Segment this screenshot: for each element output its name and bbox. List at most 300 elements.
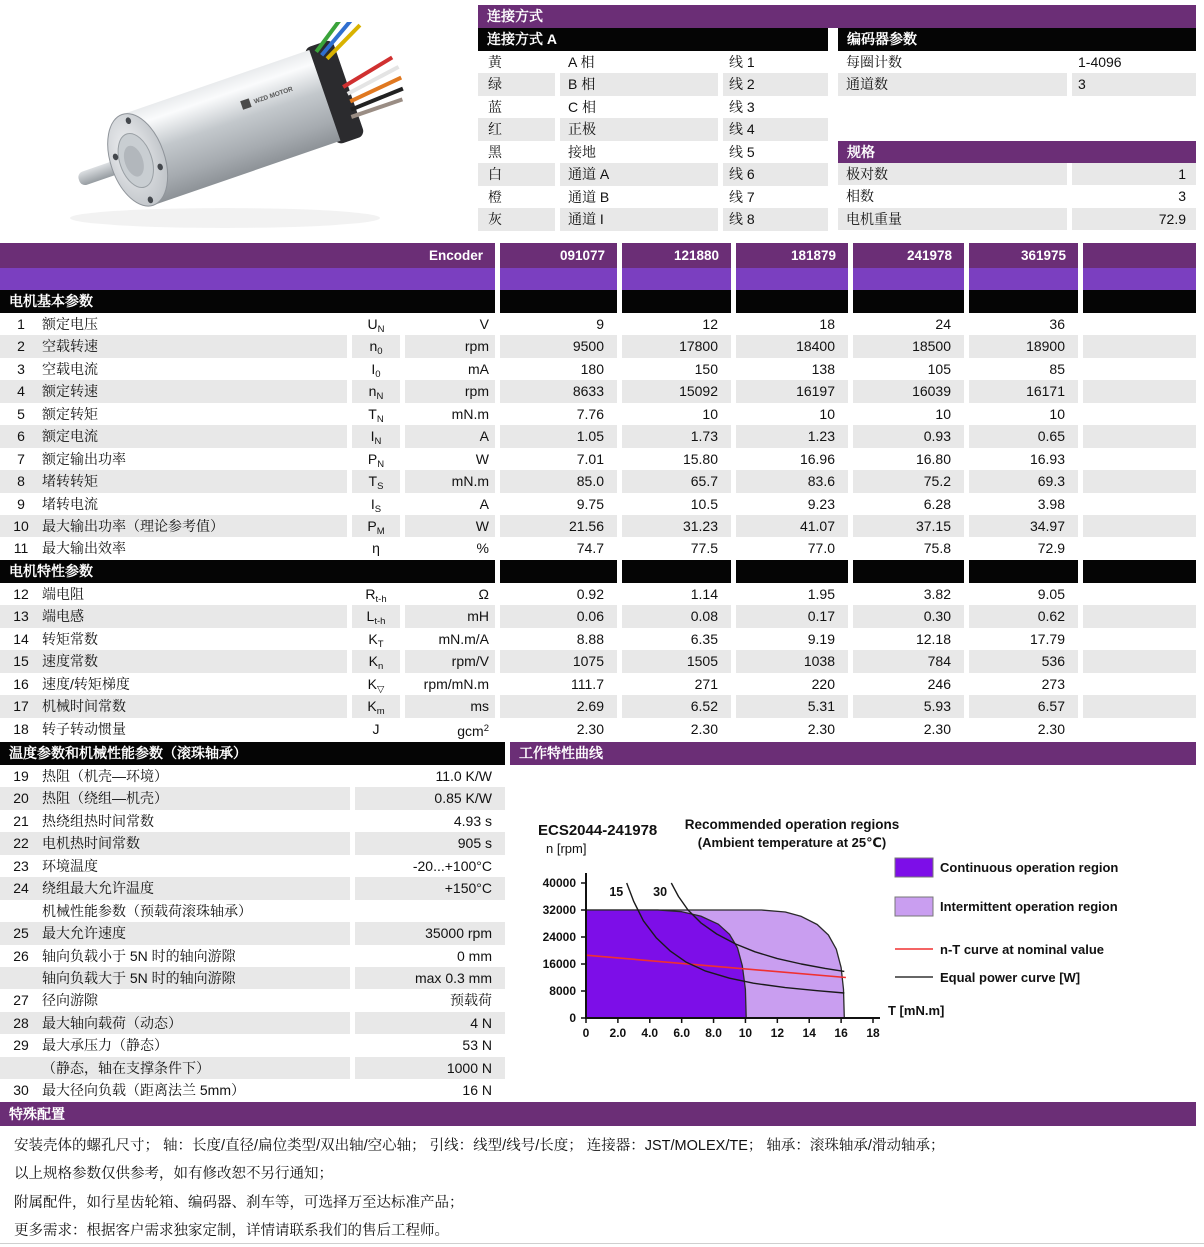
param-value-cell: 2.69: [500, 695, 617, 717]
section-title: 电机基本参数: [0, 290, 495, 313]
wire-color-cell: 橙: [488, 188, 502, 205]
encoder-column-header: 121880: [622, 243, 731, 268]
section-band-segment: [500, 290, 617, 313]
trailing-cell: [1083, 583, 1196, 605]
x-tick-label: 14: [802, 1026, 816, 1040]
section-band-segment: [853, 290, 964, 313]
connection-table: [478, 51, 828, 231]
param-value-cell: 5.31: [736, 695, 848, 717]
trailing-cell: [1083, 358, 1196, 380]
thermal-value-cell: 11.0 K/W: [435, 768, 492, 784]
param-value-cell: 18: [819, 316, 835, 332]
thermal-label: 热阻（绕组—机壳）: [42, 790, 168, 807]
param-value-cell: 36: [1049, 316, 1065, 332]
param-value-cell: 85: [1049, 360, 1065, 377]
chart-legend: [895, 858, 1118, 985]
param-value-cell: 17.79: [1029, 630, 1065, 647]
param-symbol-cell: $U_N$: [367, 316, 385, 335]
thermal-label-cell: [0, 900, 350, 922]
thermal-value-cell: 905 s: [355, 832, 505, 854]
thermal-value-cell: 4.93 s: [453, 812, 492, 829]
param-number: 7: [17, 450, 25, 467]
thermal-row-number: 30: [13, 1082, 29, 1099]
y-tick-label: 24000: [542, 930, 576, 944]
thermal-row-number: 26: [13, 947, 29, 964]
chart-regions: [586, 910, 844, 1018]
param-value-cell: 3.82: [923, 586, 951, 602]
param-number: 10: [13, 517, 29, 534]
param-unit-cell: mH: [405, 605, 495, 627]
param-value-cell: 3.98: [1037, 495, 1065, 512]
param-value-cell: 85.0: [500, 470, 617, 492]
param-value-cell: 271: [694, 675, 718, 692]
x-tick-label: 4.0: [641, 1026, 659, 1040]
param-number: 6: [17, 428, 25, 445]
wire-function-cell: 通道 A: [560, 163, 718, 185]
connection-section-header: 连接方式: [478, 5, 1196, 28]
param-value-cell: 1.73: [622, 425, 731, 447]
param-number: 17: [13, 698, 29, 715]
param-value-cell: 0.92: [576, 586, 604, 602]
param-name-cell: [0, 605, 347, 627]
chart-heading-line2: (Ambient temperature at 25℃): [697, 835, 887, 850]
specs-header: 规格: [838, 141, 1196, 163]
wire-color-cell: 绿: [478, 73, 555, 95]
param-value-cell: 16197: [736, 380, 848, 402]
param-value-cell: 2.30: [1037, 720, 1065, 737]
x-tick-label: 18: [866, 1026, 880, 1040]
thermal-value-cell: 1000 N: [355, 1057, 505, 1079]
param-number: 4: [17, 383, 25, 400]
trailing-cell: [1083, 448, 1196, 470]
encoder-param-value: 3: [1072, 73, 1196, 95]
param-symbol-cell: $I_S$: [370, 495, 382, 515]
y-tick-label: 16000: [542, 957, 576, 971]
param-value-cell: 10.5: [690, 495, 718, 512]
param-value-cell: 7.01: [576, 450, 604, 467]
section-header-band: [0, 290, 1196, 313]
subheader-segment: [1083, 268, 1196, 290]
param-value-cell: 72.9: [1037, 540, 1065, 557]
wire-number-cell: 线 5: [729, 143, 755, 160]
param-value-cell: 77.5: [690, 540, 718, 557]
param-value-cell: 2.30: [923, 720, 951, 737]
param-value-cell: 2.30: [807, 720, 835, 737]
param-name-cell: [0, 695, 347, 717]
legend-swatch: [895, 897, 933, 916]
param-name: 额定转速: [42, 383, 98, 400]
param-value-cell: 10: [702, 405, 718, 422]
param-symbol-cell: $K_T$: [368, 630, 384, 650]
section-band-segment: [622, 290, 731, 313]
main-table-header-row: [0, 243, 1196, 268]
encoder-column-header: 181879: [736, 243, 848, 268]
param-value-cell: 10: [1049, 405, 1065, 422]
param-value-cell: 10: [819, 405, 835, 422]
param-symbol-cell: $P_N$: [367, 450, 385, 470]
section-header-band: [0, 560, 1196, 583]
param-number: 13: [13, 608, 29, 625]
encoder-header-label: Encoder: [0, 243, 495, 268]
param-value-cell: 16.96: [799, 450, 835, 467]
param-value-cell: 9.05: [1037, 586, 1065, 602]
subheader-segment: [853, 268, 964, 290]
thermal-label: 最大承压力（静态）: [42, 1037, 168, 1054]
thermal-value-cell: 16 N: [462, 1082, 492, 1099]
thermal-label-cell: [0, 832, 350, 854]
main-table-subheader-row: [0, 268, 1196, 290]
param-value-cell: 9: [596, 316, 604, 332]
param-number: 18: [13, 720, 29, 737]
param-value-cell: 15092: [622, 380, 731, 402]
param-name: 最大输出功率（理论参考值）: [42, 517, 224, 534]
param-value-cell: 8633: [500, 380, 617, 402]
param-unit-cell: mN.m/A: [438, 630, 489, 647]
motor-body-group: [56, 22, 416, 228]
trailing-cell: [1083, 493, 1196, 515]
param-value-cell: 6.52: [622, 695, 731, 717]
thermal-value-cell: max 0.3 mm: [355, 967, 505, 989]
thermal-value-cell: 53 N: [462, 1037, 492, 1054]
param-name: 端电阻: [42, 586, 84, 602]
trailing-cell: [1083, 695, 1196, 717]
param-symbol-cell: $n_N$: [352, 380, 400, 402]
specs-table: [838, 163, 1196, 230]
thermal-label-cell: [0, 877, 350, 899]
thermal-row-number: 29: [13, 1037, 29, 1054]
param-value-cell: 24: [935, 316, 951, 332]
param-value-cell: 9.75: [576, 495, 604, 512]
thermal-label-cell: [0, 967, 350, 989]
param-value-cell: 150: [694, 360, 718, 377]
param-number: 9: [17, 495, 25, 512]
motor-brand-label: WZD MOTOR: [253, 85, 294, 106]
thermal-label-cell: [0, 810, 350, 832]
param-unit-cell: ms: [405, 695, 495, 717]
wire-function-cell: A 相: [568, 54, 595, 70]
curves-section-header: 工作特性曲线: [510, 742, 1196, 765]
legend-swatch: [895, 858, 933, 877]
encoder-column-header: 241978: [853, 243, 964, 268]
param-value-cell: 74.7: [576, 540, 604, 557]
param-value-cell: 12.18: [915, 630, 951, 647]
param-value-cell: 75.8: [923, 540, 951, 557]
trailing-cell: [1083, 313, 1196, 335]
thermal-label: 热阻（机壳—环境）: [42, 768, 168, 784]
chart-x-axis-label: T [mN.m]: [888, 1003, 945, 1018]
legend-label: Continuous operation region: [940, 860, 1119, 875]
thermal-label-cell: [0, 855, 350, 877]
spec-label: 电机重量: [838, 208, 1067, 230]
param-name-cell: [0, 628, 347, 650]
param-value-cell: 5.93: [853, 695, 964, 717]
thermal-mechanical-header: 温度参数和机械性能参数（滚珠轴承）: [0, 742, 505, 765]
param-value-cell: 0.06: [500, 605, 617, 627]
param-value-cell: 77.0: [807, 540, 835, 557]
param-value-cell: 0.65: [969, 425, 1078, 447]
thermal-label: 最大径向负载（距离法兰 5mm）: [42, 1082, 245, 1099]
encoder-params-table: [838, 51, 1196, 96]
subheader-segment: [622, 268, 731, 290]
special-config-line: 以上规格参数仅供参考，如有修改恕不另行通知；: [14, 1166, 333, 1183]
trailing-cell: [1083, 403, 1196, 425]
param-name-cell: [0, 718, 347, 740]
thermal-row-number: 24: [13, 880, 29, 897]
wire-color-cell: 黑: [488, 143, 502, 160]
legend-label: Equal power curve [W]: [940, 970, 1081, 985]
param-value-cell: 16.93: [1029, 450, 1065, 467]
param-value-cell: 15.80: [682, 450, 718, 467]
wire-function-cell: 接地: [568, 143, 596, 160]
param-value-cell: 18400: [736, 335, 848, 357]
x-tick-label: 8.0: [705, 1026, 722, 1040]
section-band-segment: [1083, 560, 1196, 583]
thermal-mechanical-table: [0, 765, 505, 1102]
legend-label: Intermittent operation region: [940, 899, 1118, 914]
param-symbol-cell: $K_▽$: [367, 675, 385, 695]
subheader-segment: [0, 268, 495, 290]
param-name-cell: [0, 313, 347, 335]
param-name-cell: [0, 403, 347, 425]
param-unit-cell: rpm: [405, 335, 495, 357]
param-symbol-cell: $I_0$: [371, 360, 381, 380]
param-name: 额定电压: [42, 316, 98, 332]
param-value-cell: 7.76: [576, 405, 604, 422]
bottom-divider: [0, 1243, 1204, 1244]
param-unit-cell: A: [479, 495, 489, 512]
wire-color-cell: 灰: [478, 208, 555, 230]
subheader-segment: [969, 268, 1078, 290]
param-value-cell: 83.6: [736, 470, 848, 492]
param-value-cell: 21.56: [500, 515, 617, 537]
param-name: 端电感: [42, 608, 84, 625]
section-band-segment: [736, 290, 848, 313]
param-name-cell: [0, 583, 347, 605]
param-value-cell: 0.62: [969, 605, 1078, 627]
param-number: 3: [17, 360, 25, 377]
param-name: 机械时间常数: [42, 698, 126, 715]
trailing-cell: [1083, 673, 1196, 695]
param-unit-cell: W: [405, 515, 495, 537]
param-value-cell: 6.57: [969, 695, 1078, 717]
thermal-value-cell: -20...+100°C: [412, 857, 492, 874]
param-value-cell: 111.7: [571, 675, 604, 692]
thermal-label: 径向游隙: [42, 992, 98, 1009]
thermal-row-number: 28: [13, 1014, 29, 1031]
param-value-cell: 41.07: [736, 515, 848, 537]
param-number: 15: [13, 653, 29, 670]
trailing-cell: [1083, 380, 1196, 402]
wire-color-cell: 白: [478, 163, 555, 185]
param-name-cell: [0, 673, 347, 695]
param-number: 16: [13, 675, 29, 692]
thermal-row-number: 22: [13, 835, 29, 852]
chart-model-label: ECS2044-241978: [538, 822, 658, 839]
param-value-cell: 10: [935, 405, 951, 422]
param-symbol-cell: $T_S$: [352, 470, 400, 492]
thermal-label-cell: [0, 1057, 350, 1079]
param-number: 11: [13, 540, 29, 557]
param-name-cell: [0, 380, 347, 402]
thermal-label: 电机热时间常数: [42, 835, 140, 852]
param-name: 空载电流: [42, 360, 98, 377]
param-value-cell: 34.97: [969, 515, 1078, 537]
param-symbol-cell: $K_n$: [352, 650, 400, 672]
trailing-cell: [1083, 628, 1196, 650]
param-name-cell: [0, 537, 347, 559]
wire-number-cell: 线 7: [729, 188, 755, 205]
thermal-row-number: 27: [13, 992, 29, 1009]
param-value-cell: 16171: [969, 380, 1078, 402]
special-config-line: 更多需求：根据客户需求独家定制，详情请联系我们的售后工程师。: [14, 1223, 449, 1240]
trailing-cell: [1083, 425, 1196, 447]
operation-region-chart: [510, 765, 1204, 1095]
section-band-segment: [969, 290, 1078, 313]
param-value-cell: 180: [580, 360, 604, 377]
thermal-value-cell: 0 mm: [457, 947, 492, 964]
param-symbol-cell: η: [372, 540, 380, 557]
encoder-param-value: 1-4096: [1078, 54, 1122, 70]
spec-value: 72.9: [1072, 208, 1196, 230]
thermal-row-number: 25: [13, 925, 29, 942]
param-name: 额定转矩: [42, 405, 98, 422]
trailing-cell: [1083, 605, 1196, 627]
thermal-label-cell: [0, 922, 350, 944]
wire-function-cell: B 相: [560, 73, 718, 95]
encoder-header-trailing: [1083, 243, 1196, 268]
spec-value: 3: [1178, 188, 1186, 205]
wire-color-cell: 黄: [488, 54, 502, 70]
thermal-label: 轴向负载大于 5N 时的轴向游隙: [42, 969, 236, 986]
param-value-cell: 9.23: [807, 495, 835, 512]
wire-number-cell: 线 4: [723, 118, 828, 140]
y-axis-ticks: [543, 876, 586, 1025]
section-title: 电机特性参数: [0, 560, 495, 583]
param-value-cell: 1505: [622, 650, 731, 672]
encoder-column-header: 091077: [500, 243, 617, 268]
thermal-row-number: 19: [13, 768, 29, 784]
param-symbol-cell: $I_N$: [352, 425, 400, 447]
thermal-row-number: 21: [13, 812, 29, 829]
param-name: 转矩常数: [42, 630, 98, 647]
x-tick-label: 12: [770, 1026, 785, 1040]
thermal-label-cell: [0, 1012, 350, 1034]
param-value-cell: 0.93: [853, 425, 964, 447]
y-tick-label: 0: [569, 1011, 576, 1025]
spec-label: 相数: [846, 188, 874, 205]
spec-value: 1: [1072, 163, 1196, 185]
param-symbol-cell: $P_M$: [352, 515, 400, 537]
thermal-label: 轴向负载小于 5N 时的轴向游隙: [42, 947, 236, 964]
section-band-segment: [736, 560, 848, 583]
wire-number-cell: 线 8: [723, 208, 828, 230]
param-value-cell: 16039: [853, 380, 964, 402]
param-unit-cell: rpm/mN.m: [423, 675, 489, 692]
wire-number-cell: 线 3: [729, 98, 755, 115]
param-value-cell: 9.19: [807, 630, 835, 647]
special-config-line: 附属配件，如行星齿轮箱、编码器、刹车等，可选择万至达标准产品；: [14, 1194, 464, 1211]
param-value-cell: 0.17: [736, 605, 848, 627]
section-band-segment: [853, 560, 964, 583]
param-value-cell: 31.23: [622, 515, 731, 537]
param-unit-cell: A: [405, 425, 495, 447]
section-band-segment: [969, 560, 1078, 583]
param-value-cell: 8.88: [576, 630, 604, 647]
param-value-cell: 0.08: [622, 605, 731, 627]
chart-power-labels: [609, 885, 667, 899]
trailing-cell: [1083, 718, 1196, 740]
section-band-segment: [1083, 290, 1196, 313]
thermal-value-cell: 35000 rpm: [355, 922, 505, 944]
encoder-param-label: 通道数: [838, 73, 1067, 95]
param-number: 8: [17, 473, 25, 490]
special-config-line: 安装壳体的螺孔尺寸； 轴：长度/直径/扁位类型/双出轴/空心轴； 引线：线型/线号/长度； 连接器：JST/MOLEX/TE； 轴承：滚珠轴承/滑动轴承；: [14, 1138, 945, 1154]
param-value-cell: 69.3: [969, 470, 1078, 492]
param-unit-cell: gcm$^2$: [457, 722, 489, 739]
param-name: 转子转动惯量: [42, 720, 126, 737]
section-rows: [0, 583, 1196, 740]
special-config-header: 特殊配置: [0, 1102, 1196, 1126]
param-number: 5: [17, 405, 25, 422]
param-unit-cell: W: [475, 450, 489, 467]
thermal-label: 热绕组热时间常数: [42, 812, 154, 829]
wire-function-cell: 通道 B: [568, 188, 610, 205]
x-tick-label: 0: [582, 1026, 590, 1040]
thermal-label-cell: [0, 945, 350, 967]
param-value-cell: 1.14: [690, 586, 718, 602]
thermal-label-cell: [0, 1034, 350, 1056]
param-unit-cell: %: [476, 540, 489, 557]
param-unit-cell: V: [479, 316, 489, 332]
param-value-cell: 17800: [622, 335, 731, 357]
encoder-column-header: 361975: [969, 243, 1078, 268]
param-name: 额定输出功率: [42, 450, 126, 467]
wire-number-cell: 线 6: [723, 163, 828, 185]
param-value-cell: 37.15: [853, 515, 964, 537]
trailing-cell: [1083, 470, 1196, 492]
param-value-cell: 6.28: [923, 495, 951, 512]
param-name: 速度/转矩梯度: [42, 675, 130, 692]
thermal-label-cell: [0, 787, 350, 809]
param-value-cell: 12: [702, 316, 718, 332]
param-unit-cell: rpm/V: [405, 650, 495, 672]
param-value-cell: 105: [927, 360, 951, 377]
param-value-cell: 273: [1041, 675, 1065, 692]
param-value-cell: 138: [811, 360, 835, 377]
thermal-label: 绕组最大允许温度: [42, 880, 154, 897]
param-value-cell: 1075: [500, 650, 617, 672]
param-symbol-cell: J: [372, 720, 380, 737]
param-value-cell: 2.30: [576, 720, 604, 737]
param-value-cell: 65.7: [622, 470, 731, 492]
x-tick-label: 6.0: [673, 1026, 691, 1040]
param-name-cell: [0, 425, 347, 447]
param-name: 堵转转矩: [42, 473, 98, 490]
param-value-cell: 16.80: [915, 450, 951, 467]
param-value-cell: 246: [927, 675, 951, 692]
power-curve-label: 30: [653, 884, 668, 899]
param-number: 14: [13, 630, 29, 647]
y-tick-label: 40000: [542, 876, 576, 890]
param-name-cell: [0, 515, 347, 537]
thermal-label: 机械性能参数（预载荷滚珠轴承）: [42, 902, 252, 919]
param-value-cell: 9500: [500, 335, 617, 357]
encoder-params-header: 编码器参数: [838, 28, 1196, 51]
connection-sub-header: 连接方式 A: [478, 28, 828, 51]
power-curve-label: 15: [609, 884, 624, 899]
thermal-label: （静态，轴在支撑条件下）: [42, 1059, 210, 1076]
param-value-cell: 220: [811, 675, 835, 692]
